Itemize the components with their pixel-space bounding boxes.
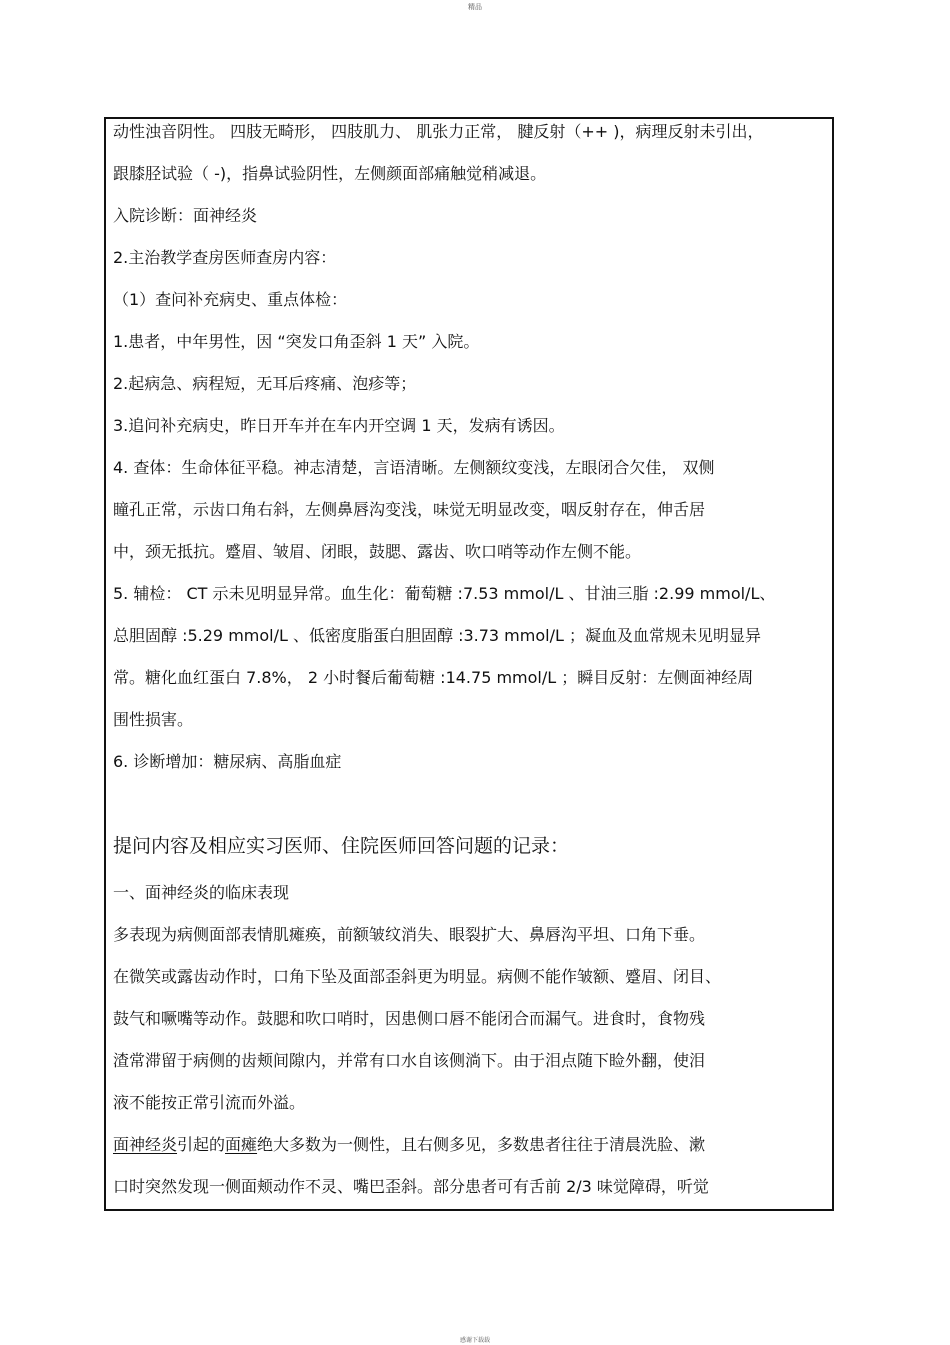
text-line: 鼓气和噘嘴等动作。鼓腮和吹口哨时，因患侧口唇不能闭合而漏气。进食时，食物残: [113, 1009, 706, 1028]
qa-heading: 提问内容及相应实习医师、住院医师回答问题的记录：: [113, 835, 570, 857]
text-line: 跟膝胫试验（ -)，指鼻试验阴性，左侧颜面部痛触觉稍减退。: [113, 164, 547, 183]
page-header: 精品: [468, 3, 482, 11]
text-line: 5. 辅检： CT 示未见明显异常。血生化：葡萄糖 :7.53 mmol/L 、甘油三脂 :2.99 mmol/L、: [113, 584, 776, 603]
text-line: 液不能按正常引流而外溢。: [113, 1093, 306, 1112]
text-line: 多表现为病侧面部表情肌瘫痪，前额皱纹消失、眼裂扩大、鼻唇沟平坦、口角下垂。: [113, 925, 706, 944]
text-line: 2.主治教学查房医师查房内容：: [113, 248, 337, 267]
text-fragment: 绝大多数为一侧性，且右侧多见，多数患者往往于清晨洗脸、漱: [257, 1135, 706, 1154]
qa-section-title: 一、面神经炎的临床表现: [113, 883, 290, 902]
text-line: 中，颈无抵抗。蹙眉、皱眉、闭眼，鼓腮、露齿、吹口哨等动作左侧不能。: [113, 542, 642, 561]
text-line-with-links: [113, 1135, 705, 1155]
text-line: 2.起病急、病程短，无耳后疼痛、泡疹等；: [113, 374, 417, 393]
text-line: 渣常滞留于病侧的齿颊间隙内，并常有口水自该侧淌下。由于泪点随下睑外翻，使泪: [113, 1051, 706, 1070]
text-line: 入院诊断：面神经炎: [113, 206, 258, 225]
text-line: 围性损害。: [113, 710, 194, 729]
text-line: 总胆固醇 :5.29 mmol/L 、低密度脂蛋白胆固醇 :3.73 mmol/L ；凝血及血常规未见明显异: [113, 626, 761, 645]
text-line: 在微笑或露齿动作时，口角下坠及面部歪斜更为明显。病侧不能作皱额、蹙眉、闭目、: [113, 967, 722, 986]
text-line: 常。糖化血红蛋白 7.8%， 2 小时餐后葡萄糖 :14.75 mmol/L ；瞬目反射：左侧面神经周: [113, 668, 754, 687]
text-line: 4. 查体：生命体征平稳。神志清楚，言语清晰。左侧额纹变浅，左眼闭合欠佳， 双侧: [113, 458, 715, 477]
text-line: 动性浊音阴性。 四肢无畸形， 四肢肌力、 肌张力正常， 腱反射（++ )，病理反射未引出，: [113, 122, 764, 141]
text-line: （1）查问补充病史、重点体检：: [113, 290, 348, 309]
page-footer: 感谢下载载: [459, 1337, 490, 1344]
text-line: 1.患者，中年男性，因 “突发口角歪斜 1 天” 入院。: [113, 332, 480, 351]
text-line: 3.追问补充病史，昨日开车并在车内开空调 1 天，发病有诱因。: [113, 416, 565, 435]
text-fragment: 引起的: [177, 1135, 226, 1154]
record-frame: [104, 117, 834, 1211]
facial-paralysis-link[interactable]: 面瘫: [225, 1135, 258, 1154]
text-line: 6. 诊断增加：糖尿病、高脂血症: [113, 752, 342, 771]
text-line: 瞳孔正常，示齿口角右斜，左侧鼻唇沟变浅，味觉无明显改变，咽反射存在，伸舌居: [113, 500, 706, 519]
facial-neuritis-link[interactable]: 面神经炎: [113, 1135, 178, 1154]
text-line: 口时突然发现一侧面颊动作不灵、嘴巴歪斜。部分患者可有舌前 2/3 味觉障碍，听觉: [113, 1177, 709, 1196]
